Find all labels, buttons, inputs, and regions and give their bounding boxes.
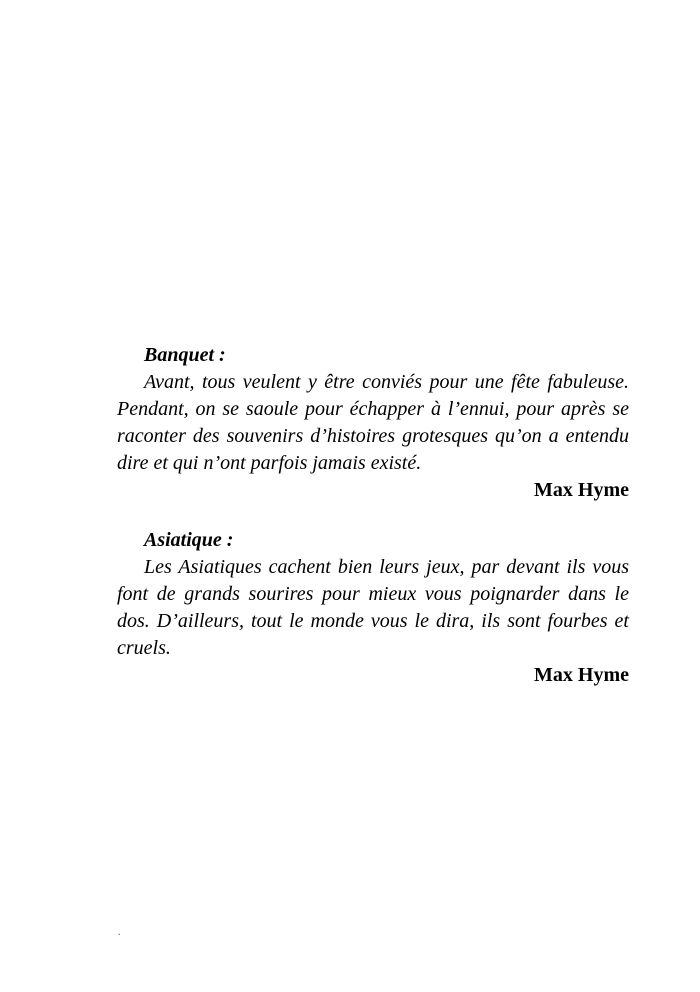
entry-author: Max Hyme <box>534 664 629 686</box>
entry-text: Les Asiatiques cachent bien leurs jeux, par devant ils vous font de grands sourires pour mieux vous poignarder dans le dos. D’ailleurs, tout le monde vous le dira, ils sont fourbes et cruels. <box>117 556 629 659</box>
dictionary-entry-asiatique <box>117 527 629 689</box>
entry-title: Asiatique : <box>144 529 234 551</box>
entry-author: Max Hyme <box>534 479 629 501</box>
entry-text: Avant, tous veulent y être conviés pour une fête fabuleuse. Pendant, on se saoule pour échapper à l’ennui, pour après se raconter des souvenirs d’histoires grotesques qu’on a entendu dire et qui n’ont parfois jamais existé. <box>117 371 629 474</box>
entry-title: Banquet : <box>144 344 226 366</box>
dictionary-entry-banquet <box>117 342 629 504</box>
page-content <box>117 342 629 689</box>
footer-mark: . <box>118 927 121 938</box>
